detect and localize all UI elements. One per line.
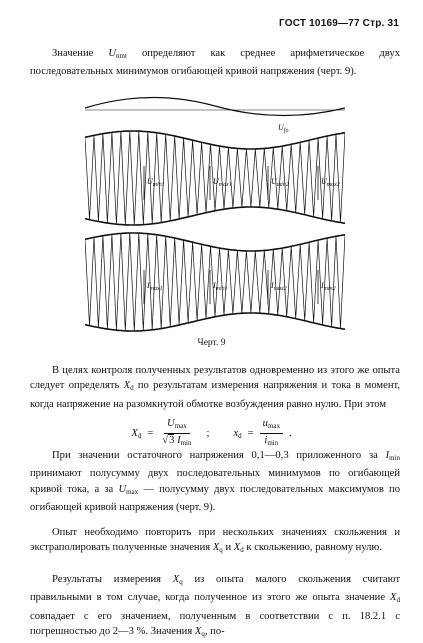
label-ufo: $U_{fo}$ bbox=[278, 123, 289, 134]
envelope-path bbox=[85, 131, 345, 149]
var-sub: min bbox=[180, 439, 192, 447]
var-sub: max bbox=[126, 487, 139, 496]
var-x: X bbox=[390, 592, 397, 604]
paragraph-residual-voltage bbox=[30, 448, 400, 516]
var-u-small: u bbox=[262, 418, 268, 429]
amplitude-label: $I_{max1}$ bbox=[147, 281, 163, 292]
text: совпадает с его значением, полученным в соответствии с п. 18.2.1 с погрешностью до 2—3 %. Значения bbox=[30, 610, 400, 638]
var-u: U bbox=[167, 418, 175, 429]
var-sub: d bbox=[240, 546, 244, 555]
text: принимают полусумму двух последовательных минимумов по огибающей кривой тока, а за bbox=[30, 468, 400, 495]
envelope-path bbox=[85, 233, 345, 251]
var-x: X bbox=[123, 380, 131, 392]
page-header: ГОСТ 10169—77 Стр. 31 bbox=[279, 18, 399, 29]
fraction-2 bbox=[260, 418, 283, 449]
text: к скольжению, равному нулю. bbox=[246, 542, 382, 554]
envelope-figure bbox=[85, 92, 345, 332]
var-sub: d bbox=[396, 596, 400, 605]
amplitude-label: $U_{max1}$ bbox=[213, 177, 232, 188]
var-sub: max bbox=[267, 422, 280, 430]
paragraph-results bbox=[30, 572, 400, 643]
equals-sign: = bbox=[147, 428, 154, 439]
sqrt-sign: √ bbox=[162, 435, 169, 446]
upper-labels bbox=[144, 166, 340, 200]
var-u: U bbox=[118, 483, 127, 495]
figure-caption: Черт. 9 bbox=[197, 338, 226, 348]
var-x: X bbox=[233, 542, 241, 554]
var-i: I bbox=[177, 435, 181, 446]
var-sub: min bbox=[389, 454, 400, 462]
var-sub: q bbox=[201, 630, 205, 639]
paragraph-unmt bbox=[30, 46, 400, 80]
text: При значении остаточного напряжения 0,1—0,3 приложенного за bbox=[52, 450, 378, 461]
amplitude-label: $U_{min2}$ bbox=[271, 177, 289, 188]
paragraph-repeat-experiment bbox=[30, 525, 400, 559]
var-sub: d bbox=[137, 431, 142, 440]
text: — полусумму двух последовательных максимумов по огибающей кривой напряжения (черт. 9). bbox=[30, 483, 401, 514]
var-x: X bbox=[194, 626, 202, 638]
paragraph-xd-control bbox=[30, 363, 400, 412]
var-x-small: x bbox=[233, 427, 239, 439]
fraction-1 bbox=[159, 418, 194, 449]
text: В целях контроля полученных результатов одновременно из этого же опыта следует определять bbox=[30, 365, 400, 392]
text: по результатам измерения напряжения и тока в момент, когда напряжение на разомкнутой обмотке возбуждения равно нулю. При этом bbox=[30, 380, 400, 410]
period: . bbox=[289, 428, 292, 439]
amplitude-label: $I_{min2}$ bbox=[321, 281, 336, 292]
var-x: X bbox=[131, 427, 138, 439]
text: , по- bbox=[204, 626, 225, 638]
var-x: X bbox=[172, 574, 180, 585]
var-sub: nmt bbox=[116, 52, 127, 60]
var-sub: d bbox=[238, 431, 242, 440]
text: определяют как среднее арифметическое двух последовательных минимумов огибающей кривой напряжения (черт. 9). bbox=[30, 48, 400, 78]
sqrt-operand: 3 bbox=[169, 435, 175, 446]
formula-xd bbox=[0, 418, 423, 449]
var-i-small: i bbox=[264, 435, 268, 446]
amplitude-label: $I_{min1}$ bbox=[213, 281, 228, 292]
separator: ; bbox=[206, 428, 210, 439]
text: из опыта малого скольжения считают правильными в том случае, когда полученное из этого же опыта значение bbox=[30, 574, 401, 604]
var-sub: q bbox=[179, 578, 183, 586]
var-x: X bbox=[212, 542, 220, 554]
text: Результаты измерения bbox=[52, 574, 162, 585]
var-sub: min bbox=[267, 439, 279, 447]
equals-sign: = bbox=[247, 428, 254, 439]
amplitude-label: $U_{min1}$ bbox=[147, 177, 165, 188]
text: Значение bbox=[52, 48, 94, 59]
amplitude-label: $U_{max2}$ bbox=[321, 177, 340, 188]
var-i: I bbox=[385, 450, 390, 461]
var-sub: max bbox=[174, 422, 187, 430]
text: Опыт необходимо повторить при нескольких значениях скольжения и экстраполировать полученные значения bbox=[30, 527, 400, 554]
reference-voltage-curve bbox=[85, 97, 345, 115]
var-u: U bbox=[108, 48, 117, 59]
var-sub: d bbox=[130, 384, 134, 393]
var-sub: q bbox=[219, 546, 223, 555]
text: и bbox=[225, 542, 232, 554]
amplitude-label: $I_{max2}$ bbox=[271, 281, 287, 292]
